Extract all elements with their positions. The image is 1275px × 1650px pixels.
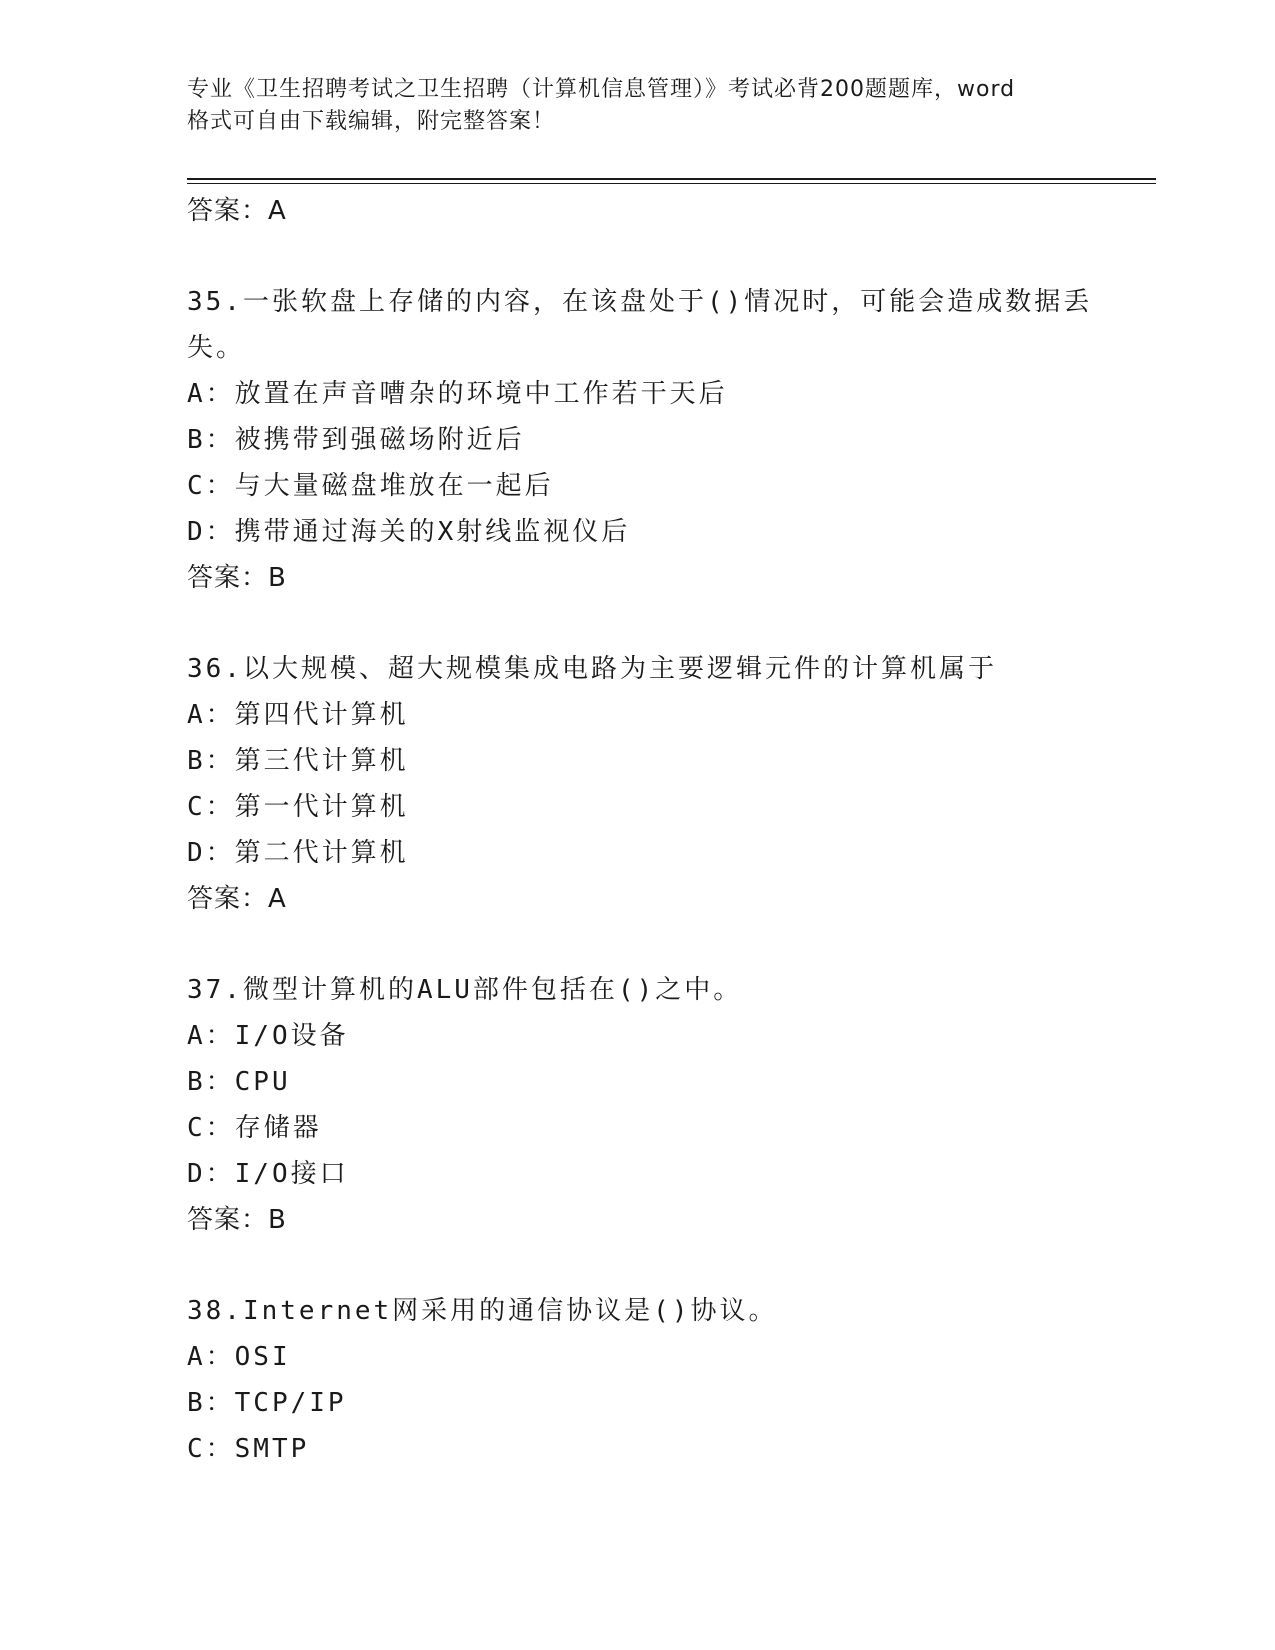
option-a: A：I/O设备 bbox=[187, 1021, 349, 1051]
option-b: B：被携带到强磁场附近后 bbox=[187, 425, 525, 455]
question-stem: 35.一张软盘上存储的内容，在该盘处于()情况时，可能会造成数据丢 bbox=[187, 287, 1093, 317]
option-a: A：放置在声音嘈杂的环境中工作若干天后 bbox=[187, 379, 728, 409]
question-stem: 37.微型计算机的ALU部件包括在()之中。 bbox=[187, 975, 743, 1005]
option-a: A：OSI bbox=[187, 1342, 291, 1372]
answer: 答案：B bbox=[187, 1205, 287, 1235]
question-stem-continued: 失。 bbox=[187, 333, 246, 363]
option-c: C：存储器 bbox=[187, 1113, 322, 1143]
answer: 答案：A bbox=[187, 884, 287, 914]
question-35 bbox=[187, 279, 1127, 601]
header-divider bbox=[187, 178, 1156, 184]
answer: 答案：B bbox=[187, 563, 287, 593]
question-36 bbox=[187, 646, 1127, 922]
option-d: D：携带通过海关的X射线监视仪后 bbox=[187, 517, 631, 547]
question-37 bbox=[187, 967, 1127, 1243]
option-c: C：SMTP bbox=[187, 1434, 310, 1464]
question-list bbox=[187, 188, 1127, 1472]
option-c: C：与大量磁盘堆放在一起后 bbox=[187, 471, 554, 501]
option-a: A：第四代计算机 bbox=[187, 700, 409, 730]
previous-answer: 答案：A bbox=[187, 196, 287, 226]
question-stem: 36.以大规模、超大规模集成电路为主要逻辑元件的计算机属于 bbox=[187, 654, 997, 684]
question-stem: 38.Internet网采用的通信协议是()协议。 bbox=[187, 1296, 778, 1326]
document-header bbox=[187, 74, 1087, 138]
header-line-1: 专业《卫生招聘考试之卫生招聘（计算机信息管理）》考试必背200题题库，word bbox=[187, 77, 1016, 102]
option-d: D：I/O接口 bbox=[187, 1159, 349, 1189]
question-38 bbox=[187, 1288, 1127, 1472]
option-b: B：TCP/IP bbox=[187, 1388, 347, 1418]
option-b: B：第三代计算机 bbox=[187, 746, 409, 776]
option-c: C：第一代计算机 bbox=[187, 792, 409, 822]
header-line-2: 格式可自由下载编辑，附完整答案！ bbox=[187, 109, 556, 134]
option-b: B：CPU bbox=[187, 1067, 291, 1097]
option-d: D：第二代计算机 bbox=[187, 838, 409, 868]
